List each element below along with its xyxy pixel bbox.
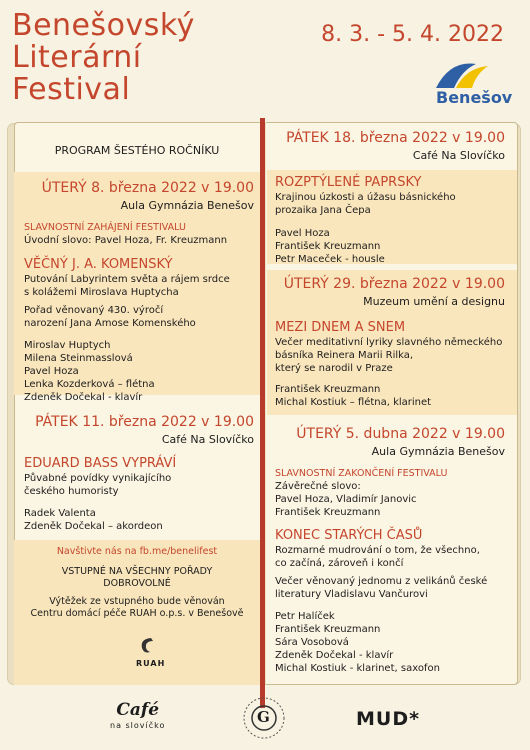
event-5-venue: Aula Gymnázia Benešov (371, 445, 505, 458)
event-2-date: PÁTEK 11. března 2022 v 19.00 (35, 414, 254, 430)
cafe-logo-text: Café (116, 700, 160, 720)
entry-line-1: VSTUPNÉ NA VŠECHNY POŘADY (61, 566, 213, 577)
bookmark-ribbon (260, 118, 265, 708)
fb-link[interactable]: Navštivte nás na fb.me/benelifest (56, 546, 218, 557)
event-3-date: PÁTEK 18. března 2022 v 19.00 (286, 130, 505, 146)
benesov-logo-label: Benešov (436, 88, 513, 107)
event-5-title: KONEC STARÝCH ČASŮ (275, 528, 423, 543)
event-5-performers (275, 610, 487, 675)
performer: František Kreuzmann (275, 384, 381, 395)
info-block (14, 540, 260, 685)
performer: Radek Valenta (24, 508, 96, 519)
performer: Lenka Kozderková – flétna (24, 379, 155, 390)
performer: Sára Vosobová (275, 637, 349, 648)
event-3 (267, 170, 517, 264)
performer: Michal Kostiuk - klarinet, saxofon (275, 663, 440, 674)
title-line-3: Festival (12, 72, 131, 107)
event-1-opening-text: Úvodní slovo: Pavel Hoza, Fr. Kreuzmann (24, 235, 228, 246)
performer: Zdeněk Dočekal – akordeon (24, 521, 163, 532)
event-3-title: ROZPTÝLENÉ PAPRSKY (275, 175, 422, 190)
event-1-title: VĚČNÝ J. A. KOMENSKÝ (24, 257, 173, 272)
event-2-desc-b: českého humoristy (24, 486, 119, 497)
performer: Zdeněk Dočekal - klavír (24, 392, 143, 403)
ruah-logo-icon (136, 635, 158, 657)
performer: František Kreuzmann (275, 624, 381, 635)
cafe-logo (110, 700, 165, 730)
event-4-title: MEZI DNEM A SNEM (275, 320, 406, 335)
program-heading-block (14, 144, 260, 157)
event-1-opening-label: SLAVNOSTNÍ ZAHÁJENÍ FESTIVALU (24, 222, 186, 233)
festival-dates: 8. 3. - 5. 4. 2022 (321, 22, 504, 47)
event-4 (267, 270, 517, 415)
event-3-desc-a: Krajinou úzkosti a úžasu básnického (275, 192, 456, 203)
event-5-closing-a: Závěrečné slovo: (275, 481, 361, 492)
cafe-logo-sub: na slovíčko (110, 721, 166, 730)
performer: František Kreuzmann (275, 241, 381, 252)
event-2 (14, 408, 260, 538)
performer: Pavel Hoza (275, 228, 330, 239)
performer: Pavel Hoza (24, 366, 79, 377)
event-1-performers (24, 339, 230, 404)
event-2-title: EDUARD BASS VYPRÁVÍ (24, 456, 177, 471)
event-1-venue: Aula Gymnázia Benešov (120, 199, 254, 212)
gymnasium-letter: G (257, 708, 270, 726)
performer: Milena Steinmasslová (24, 353, 133, 364)
event-2-performers (24, 507, 176, 533)
event-5 (267, 422, 517, 684)
event-5-date: ÚTERÝ 5. dubna 2022 v 19.00 (296, 426, 505, 442)
event-1 (14, 172, 260, 403)
event-4-desc-a: Večer meditativní lyriky slavného německého (275, 337, 503, 348)
event-2-venue: Café Na Slovíčko (161, 433, 254, 446)
ruah-logo-label: RUAH (136, 659, 166, 668)
event-5-closing-label: SLAVNOSTNÍ ZAKONČENÍ FESTIVALU (275, 468, 448, 479)
event-1-desc-1a: Putování Labyrintem světa a rájem srdce (24, 274, 230, 285)
event-4-venue: Muzeum umění a designu (363, 295, 505, 308)
event-4-date: ÚTERÝ 29. března 2022 v 19.00 (283, 276, 505, 292)
event-3-venue: Café Na Slovíčko (412, 149, 505, 162)
benesov-logo (422, 58, 512, 114)
event-3-header (267, 128, 517, 168)
event-3-performers (275, 227, 456, 266)
event-5-desc-2a: Večer věnovaný jednomu z velikánů české (275, 576, 488, 587)
performer: Michal Kostiuk – flétna, klarinet (275, 397, 432, 408)
event-1-desc-2a: Pořad věnovaný 430. výročí (24, 305, 164, 316)
festival-title (12, 10, 195, 106)
proceeds-line-2: Centru domácí péče RUAH o.p.s. v Benešově (30, 608, 244, 619)
event-5-desc-1b: co začíná, zároveň i končí (275, 558, 404, 569)
performer: Petr Maceček - housle (275, 254, 385, 265)
event-1-date: ÚTERÝ 8. března 2022 v 19.00 (41, 180, 254, 196)
proceeds-line-1: Výtěžek ze vstupného bude věnován (49, 596, 225, 607)
title-line-2: Literární (12, 40, 142, 75)
title-line-1: Benešovský (12, 8, 195, 43)
event-5-desc-1a: Rozmarné mudrování o tom, že všechno, (275, 545, 480, 556)
entry-line-2: DOBROVOLNÉ (103, 578, 171, 589)
program-heading: PROGRAM ŠESTÉHO ROČNÍKU (54, 144, 220, 157)
event-5-closing-c: František Kreuzmann (275, 507, 381, 518)
event-5-desc-2b: literatury Vladislavu Vančurovi (275, 589, 428, 600)
performer: Zdeněk Dočekal - klavír (275, 650, 394, 661)
mud-logo: MUD* (356, 708, 421, 730)
event-4-desc-c: který se narodil v Praze (275, 363, 393, 374)
performer: Petr Halíček (275, 611, 335, 622)
event-1-desc-2b: narození Jana Amose Komenského (24, 318, 196, 329)
event-1-desc-1b: s kolážemi Miroslava Huptycha (24, 287, 179, 298)
gymnasium-logo (240, 692, 288, 744)
benesov-logo-icon (432, 58, 492, 92)
event-4-performers (275, 383, 502, 409)
ruah-logo (122, 635, 172, 675)
event-3-desc-b: prozaika Jana Čepa (275, 205, 371, 216)
event-5-closing-b: Pavel Hoza, Vladimír Janovic (275, 494, 417, 505)
event-2-desc-a: Půvabné povídky vynikajícího (24, 473, 172, 484)
performer: Miroslav Huptych (24, 340, 111, 351)
event-4-desc-b: básníka Reinera Marii Rilka, (275, 350, 414, 361)
